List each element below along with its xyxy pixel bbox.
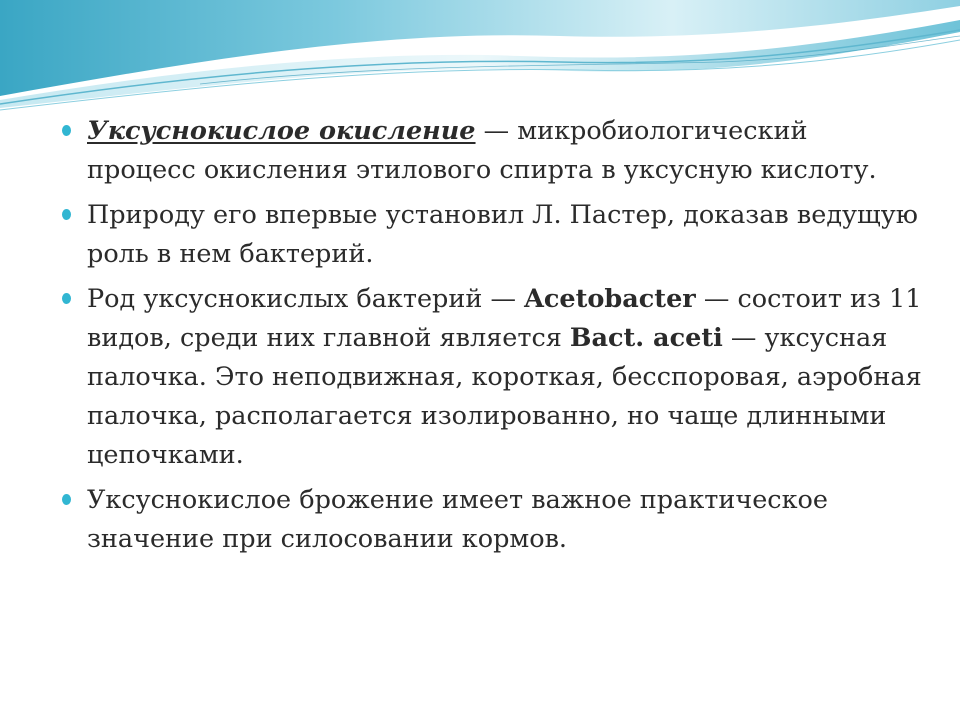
- bullet-dot-icon: [62, 125, 71, 136]
- bullet-2-text: Природу его впервые установил Л. Пастер, доказав ведущую роль в нем бактерий.: [87, 200, 918, 269]
- bullet-3-text-c: — уксусная палочка. Это неподвижная, короткая, бесспоровая, аэробная палочка, располагается изолированно, но чаще длинными цепочками.: [87, 323, 922, 470]
- bullet-3-text-b: — состоит из 11 видов, среди них главной является: [87, 284, 922, 353]
- bullet-list: [62, 112, 922, 565]
- bullet-dot-icon: [62, 293, 71, 304]
- bullet-item-3: [62, 280, 922, 475]
- bullet-item-2: [62, 196, 922, 274]
- bullet-1-text: — микробиологический процесс окисления этилового спирта в уксусную кислоту.: [87, 116, 877, 185]
- species-name: Bact. aceti: [569, 323, 723, 353]
- bullet-dot-icon: [62, 209, 71, 220]
- bullet-3-text-a: Род уксуснокислых бактерий —: [87, 284, 525, 314]
- bullet-4-text: Уксуснокислое брожение имеет важное практическое значение при силосовании кормов.: [87, 485, 828, 554]
- bullet-dot-icon: [62, 494, 71, 505]
- term-acetic-oxidation: Уксуснокислое окисление: [87, 116, 476, 146]
- wave-header-decoration: [0, 0, 960, 120]
- bullet-item-1: [62, 112, 922, 190]
- genus-name: Acetobacter: [524, 284, 696, 314]
- bullet-item-4: [62, 481, 922, 559]
